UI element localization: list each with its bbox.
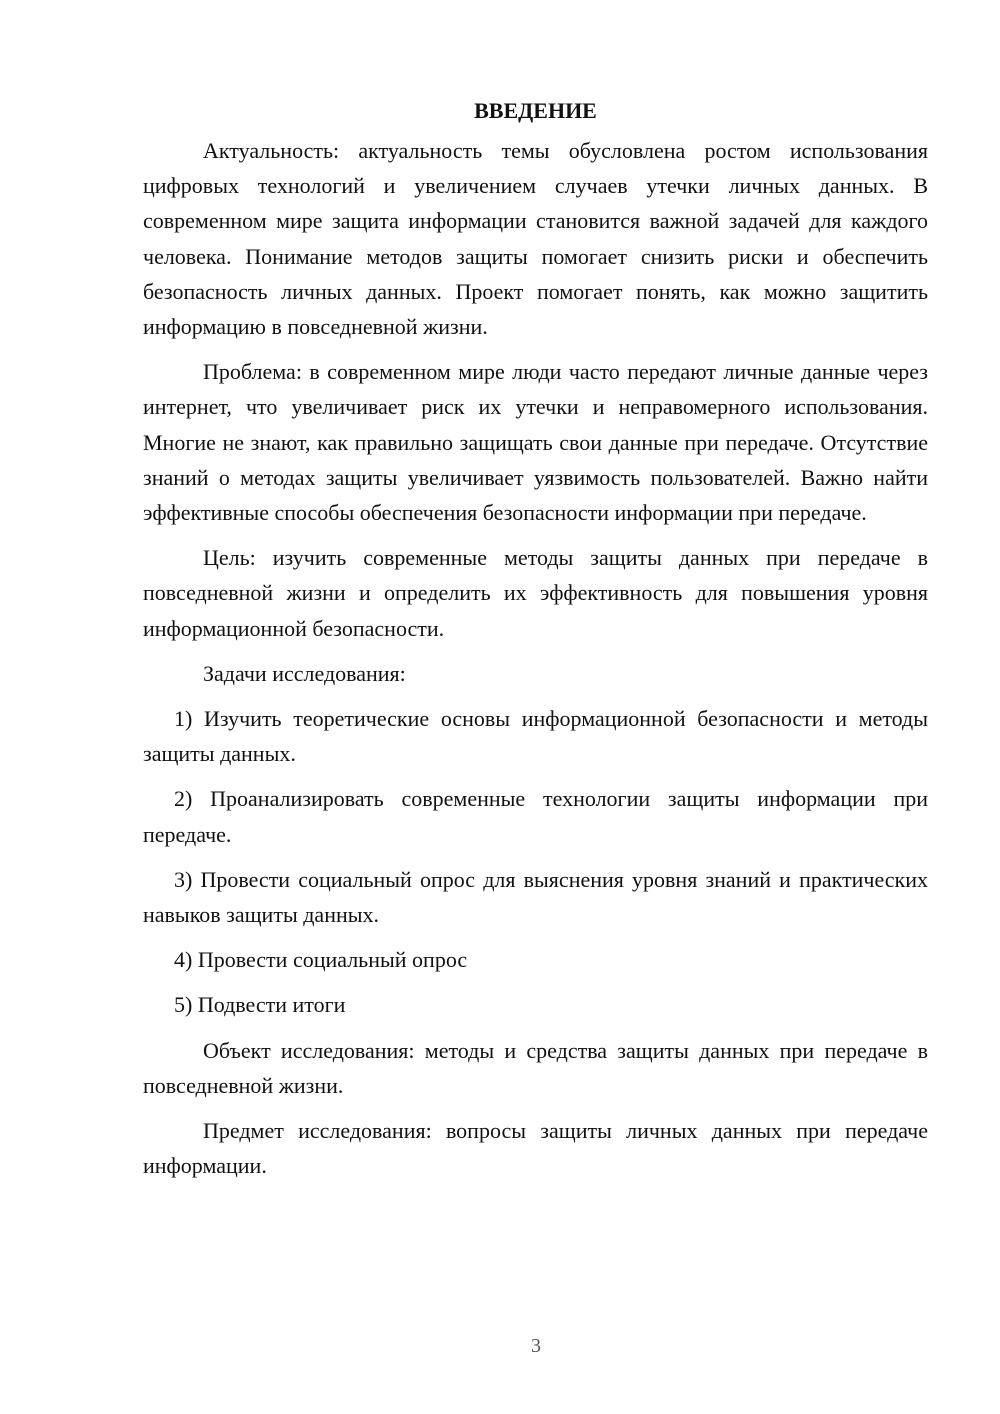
relevance-paragraph: Актуальность: актуальность темы обусловлена ростом использования цифровых технологий и увеличением случаев утечки личных данных. В современном мире защита информации становится важной задачей для каждого человека. Понимание методов защиты помогает снизить риски и обеспечить безопасность личных данных. Проект помогает понять, как можно защитить информацию в повседневной жизни. xyxy=(143,138,928,340)
page-content xyxy=(143,94,928,1193)
task-item-5: 5) Подвести итоги xyxy=(174,992,346,1018)
page-number: 3 xyxy=(531,1335,541,1357)
problem-paragraph: Проблема: в современном мире люди часто передают личные данные через интернет, что увеличивает риск их утечки и неправомерного использования. Многие не знают, как правильно защищать свои данные при передаче. Отсутствие знаний о методах защиты увеличивает уязвимость пользователей. Важно найти эффективные способы обеспечения безопасности информации при передаче. xyxy=(143,359,928,526)
task-item-3: 3) Провести социальный опрос для выяснения уровня знаний и практических навыков защиты данных. xyxy=(143,866,928,928)
task-item-4: 4) Провести социальный опрос xyxy=(174,947,468,973)
object-paragraph: Объект исследования: методы и средства защиты данных при передаче в повседневной жизни. xyxy=(143,1037,928,1098)
section-heading: ВВЕДЕНИЕ xyxy=(474,98,597,123)
tasks-title: Задачи исследования: xyxy=(203,660,406,686)
task-item-2: 2) Проанализировать современные технологии защиты информации при передаче. xyxy=(143,786,928,847)
subject-paragraph: Предмет исследования: вопросы защиты личных данных при передаче информации. xyxy=(143,1118,928,1179)
task-item-1: 1) Изучить теоретические основы информационной безопасности и методы защиты данных. xyxy=(143,706,928,767)
goal-paragraph: Цель: изучить современные методы защиты данных при передаче в повседневной жизни и определить их эффективность для повышения уровня информационной безопасности. xyxy=(143,545,928,641)
